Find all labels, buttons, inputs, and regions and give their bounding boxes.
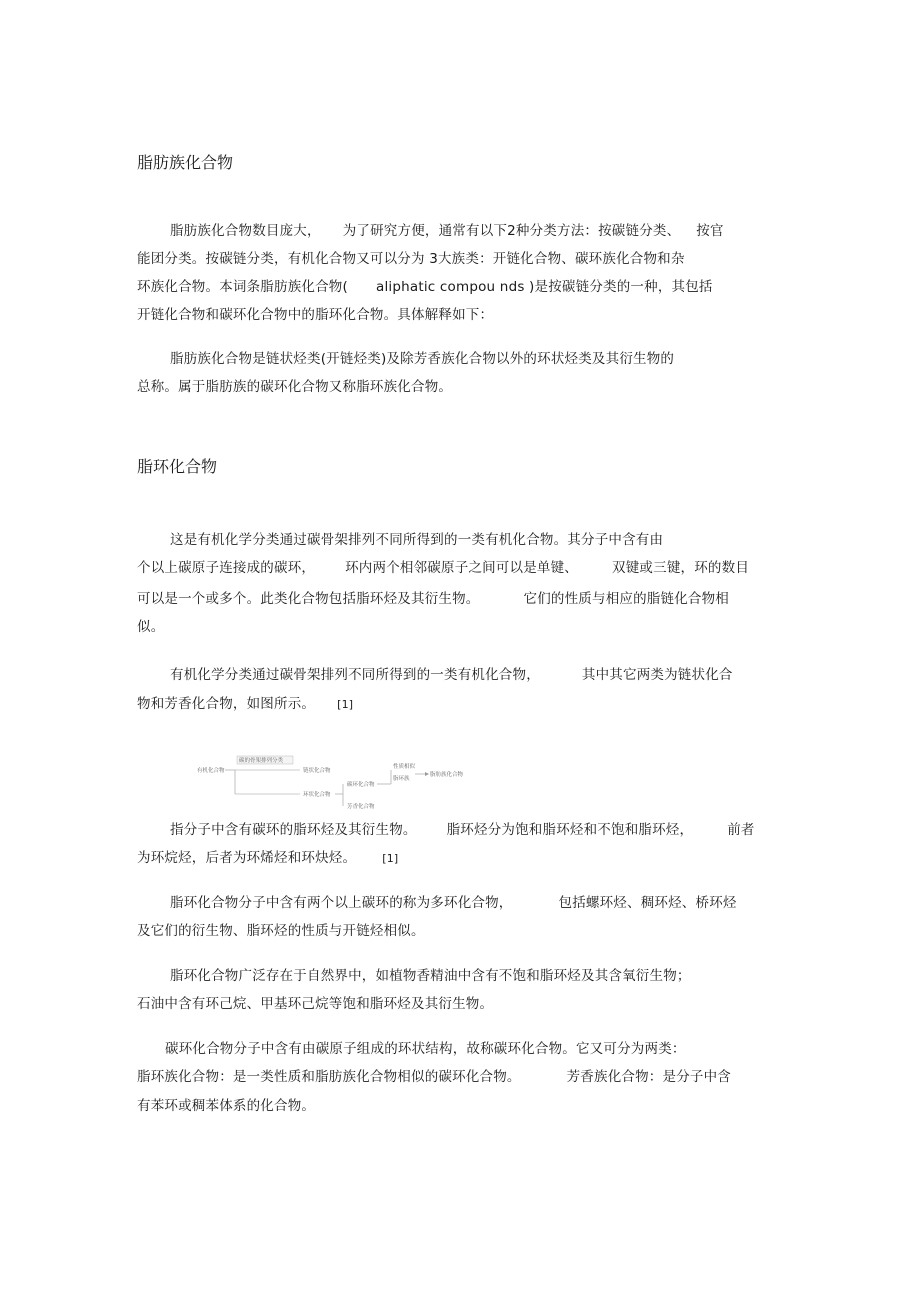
paragraph-line: [137, 278, 713, 296]
paragraph-line: [170, 222, 724, 240]
text-segment: 双键或三键，环的数目: [612, 560, 750, 576]
paragraph-line: 能团分类。按碳链分类，有机化合物又可以分为 3大族类：开链化合物、碳环族化合物和杂: [137, 251, 685, 267]
citation-link[interactable]: [1]: [337, 698, 354, 711]
diagram-node-aliphatic: 脂肪族化合物: [430, 772, 464, 778]
text-segment: 可以是一个或多个。此类化合物包括脂环烃及其衍生物。: [137, 591, 480, 607]
paragraph-line: 这是有机化学分类通过碳骨架排列不同所得到的一类有机化合物。其分子中含有由: [170, 532, 664, 548]
text-segment: 它们的性质与相应的脂链化合物相: [523, 591, 729, 607]
text-segment: aliphatic compou nds )是按碳链分类的一种，其包括: [375, 279, 713, 295]
text-segment: 有机化学分类通过碳骨架排列不同所得到的一类有机化合物，: [170, 667, 540, 683]
paragraph-line: [137, 849, 398, 868]
paragraph-line: 石油中含有环己烷、甲基环己烷等饱和脂环烃及其衍生物。: [137, 996, 494, 1012]
text-segment: 包括螺环烃、稠环烃、桥环烃: [558, 895, 737, 911]
paragraph-line: [170, 894, 737, 912]
text-segment: 环内两个相邻碳原子之间可以是单键、: [345, 560, 579, 576]
diagram-edge-alicyclic: 脂环族: [393, 776, 410, 782]
section-title-aliphatic: 脂肪族化合物: [137, 153, 234, 172]
paragraph-line: 似。: [137, 619, 165, 635]
text-segment: 其中其它两类为链状化合: [581, 667, 733, 683]
diagram-node-ring: 环状化合物: [303, 792, 331, 798]
text-segment: 为环烷烃，后者为环烯烃和环炔烃。: [137, 850, 357, 866]
text-segment: 脂环烃分为饱和脂环烃和不饱和脂环烃，: [446, 822, 694, 838]
text-segment: 脂肪族化合物数目庞大，: [170, 223, 321, 239]
diagram-node-aromatic: 芳香化合物: [347, 804, 375, 810]
paragraph-line: [170, 666, 733, 684]
paragraph-line: [137, 695, 353, 714]
paragraph-line: 开链化合物和碳环化合物中的脂环化合物。具体解释如下：: [137, 307, 494, 323]
citation-link[interactable]: [1]: [382, 852, 399, 865]
text-segment: 脂环族化合物：是一类性质和脂肪族化合物相似的碳环化合物。: [137, 1069, 521, 1085]
diagram-edge-label: 碳的骨架排列分类: [239, 758, 284, 764]
classification-diagram: [195, 748, 480, 813]
paragraph-line: [137, 559, 749, 577]
section-title-alicyclic: 脂环化合物: [137, 457, 218, 476]
text-segment: 为了研究方便，通常有以下2种分类方法：按碳链分类、: [342, 223, 681, 239]
paragraph-line: [137, 1068, 731, 1086]
paragraph-line: 有苯环或稠苯体系的化合物。: [137, 1098, 316, 1114]
text-segment: 个以上碳原子连接成的碳环，: [137, 560, 316, 576]
text-segment: 物和芳香化合物，如图所示。: [137, 696, 316, 712]
paragraph-line: 脂环化合物广泛存在于自然界中，如植物香精油中含有不饱和脂环烃及其含氧衍生物；: [170, 968, 691, 984]
text-segment: 环族化合物。本词条脂肪族化合物(: [137, 279, 348, 295]
text-segment: 前者: [727, 822, 755, 838]
paragraph-line: [137, 590, 729, 608]
paragraph-line: 脂肪族化合物是链状烃类(开链烃类)及除芳香族化合物以外的环状烃类及其衍生物的: [170, 351, 675, 367]
diagram-edge-similar: 性质相似: [393, 764, 416, 770]
paragraph-line: 碳环化合物分子中含有由碳原子组成的环状结构，故称碳环化合物。它又可分为两类：: [165, 1041, 686, 1057]
text-segment: 指分子中含有碳环的脂环烃及其衍生物。: [170, 822, 417, 838]
text-segment: 按官: [696, 223, 724, 239]
paragraph-line: [170, 821, 755, 839]
diagram-node-carbocyclic: 碳环化合物: [347, 782, 375, 788]
paragraph-line: 总称。属于脂肪族的碳环化合物又称脂环族化合物。: [137, 379, 453, 395]
diagram-node-chain: 链状化合物: [303, 768, 331, 774]
paragraph-line: 及它们的衍生物、脂环烃的性质与开链烃相似。: [137, 923, 425, 939]
diagram-node-root: 有机化合物: [197, 768, 225, 774]
text-segment: 芳香族化合物：是分子中含: [566, 1069, 732, 1085]
text-segment: 脂环化合物分子中含有两个以上碳环的称为多环化合物，: [170, 895, 513, 911]
